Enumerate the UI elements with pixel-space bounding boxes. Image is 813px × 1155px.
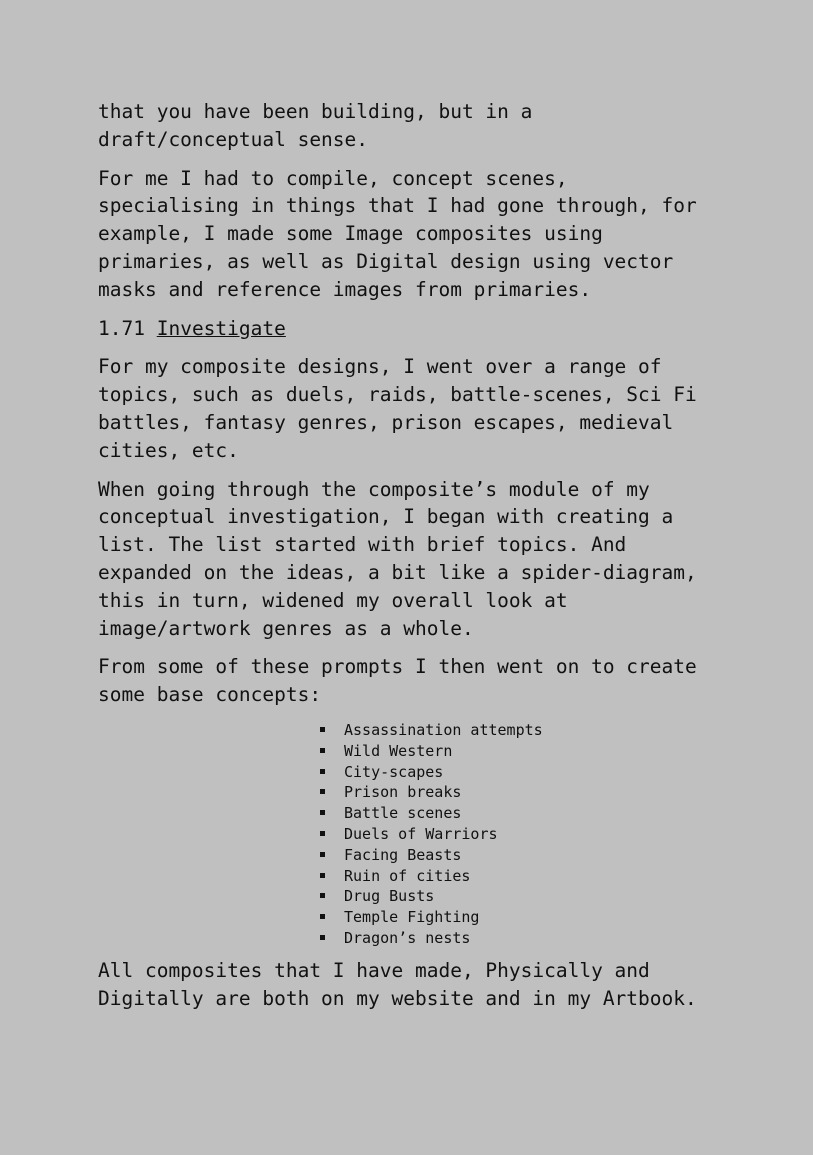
bullet-icon [320, 935, 325, 940]
bullet-icon [320, 914, 325, 919]
bullet-icon [320, 810, 325, 815]
bullet-icon [320, 852, 325, 857]
list-item: Drug Busts [320, 886, 738, 907]
list-item: City-scapes [320, 762, 738, 783]
paragraph-prompts-intro: From some of these prompts I then went on to create some base concepts: [98, 655, 697, 707]
list-item: Dragon’s nests [320, 928, 738, 949]
list-item: Duels of Warriors [320, 824, 738, 845]
paragraph-closing: All composites that I have made, Physically and Digitally are both on my website and in my Artbook. [98, 958, 697, 1010]
paragraph-compile-concepts: For me I had to compile, concept scenes, specialising in things that I had gone through, for example, I made some Image composites using primaries, as well as Digital design using vector masks and reference images from primaries. [98, 166, 697, 301]
bullet-icon [320, 789, 325, 794]
list-item: Battle scenes [320, 803, 738, 824]
section-title: Investigate [156, 316, 286, 340]
section-number: 1.71 [98, 316, 145, 340]
document-page [98, 98, 738, 1023]
paragraph-intro-continued: that you have been building, but in a draft/conceptual sense. [98, 100, 533, 151]
bullet-icon [320, 748, 325, 753]
list-item: Assassination attempts [320, 720, 738, 741]
list-item: Ruin of cities [320, 866, 738, 887]
paragraph-investigation-list: When going through the composite’s module of my conceptual investigation, I began with creating a list. The list started with brief topics. And expanded on the ideas, a bit like a spider-diagram, this in turn, widened my overall look at image/artwork genres as a whole. [98, 477, 697, 640]
list-item: Temple Fighting [320, 907, 738, 928]
bullet-icon [320, 769, 325, 774]
section-heading [98, 315, 738, 343]
bullet-icon [320, 831, 325, 836]
bullet-icon [320, 893, 325, 898]
list-item: Facing Beasts [320, 845, 738, 866]
bullet-icon [320, 727, 325, 732]
list-item: Prison breaks [320, 782, 738, 803]
bullet-icon [320, 873, 325, 878]
concepts-list [98, 720, 738, 949]
paragraph-composite-topics: For my composite designs, I went over a range of topics, such as duels, raids, battle-scenes, Sci Fi battles, fantasy genres, prison escapes, medieval cities, etc. [98, 355, 697, 462]
list-item: Wild Western [320, 741, 738, 762]
